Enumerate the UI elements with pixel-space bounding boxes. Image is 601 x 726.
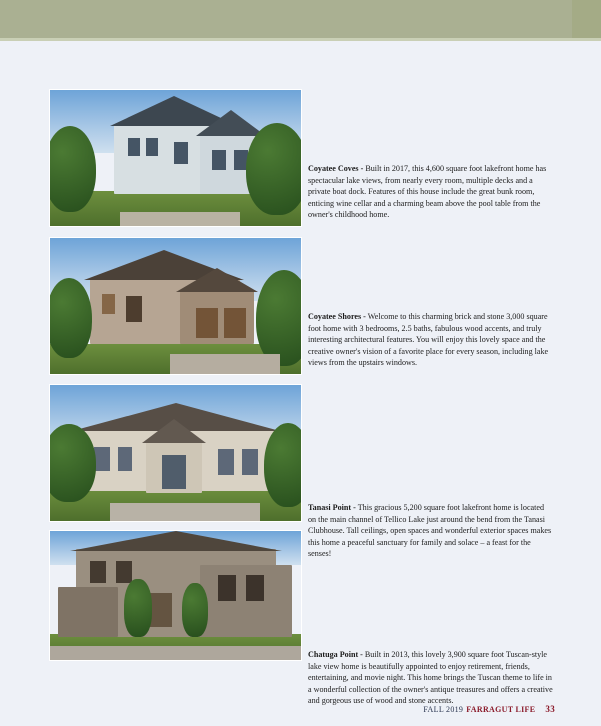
listing-title: Chatuga Point - bbox=[308, 650, 363, 659]
listing-title: Coyatee Shores - bbox=[308, 312, 366, 321]
page-content bbox=[0, 41, 601, 726]
listing-caption bbox=[308, 163, 553, 221]
listing-photo-tanasi-point bbox=[49, 384, 302, 522]
page-footer bbox=[0, 704, 601, 714]
footer-issue: FALL 2019 bbox=[423, 705, 464, 714]
footer-page-number: 33 bbox=[545, 704, 555, 714]
listing-body: Built in 2017, this 4,600 square foot lakefront home has spectacular lake views, from nearly every room, multiple decks and a private boat dock. Features of this house include the great bunk room, enticing wine cellar and a charming beam above the pool table from the owner's childhood home. bbox=[308, 164, 547, 220]
header-band-inner bbox=[0, 0, 572, 38]
footer-magazine-title: FARRAGUT LIFE bbox=[466, 705, 536, 714]
listing-title: Tanasi Point - bbox=[308, 503, 356, 512]
listing-caption bbox=[308, 502, 553, 560]
listing-caption bbox=[308, 649, 553, 707]
listing-body: This gracious 5,200 square foot lakefront home is located on the main channel of Tellico Lake just around the bend from the Tanasi Clubhouse. Tall ceilings, open spaces and wonderful exterior spaces makes this home a peaceful sanctuary for family and solace – a feast for the senses! bbox=[308, 503, 552, 559]
listing-photo-coyatee-coves bbox=[49, 89, 302, 227]
listing-photo-chatuga-point bbox=[49, 530, 302, 661]
header-band bbox=[0, 0, 601, 38]
listing-photo-coyatee-shores bbox=[49, 237, 302, 375]
listing-title: Coyatee Coves - bbox=[308, 164, 364, 173]
listing-body: Welcome to this charming brick and stone 3,000 square foot home with 3 bedrooms, 2.5 baths, fabulous wood accents, and truly interesting architectural features. You will enjoy this lovely space and the creative owner's vision of a favorite place for every season, including lake views from the upstairs windows. bbox=[308, 312, 549, 368]
listing-body: Built in 2013, this lovely 3,900 square foot Tuscan-style lake view home is beautifully appointed to enjoy retirement, friends, entertaining, and movie night. This home brings the Tuscan theme to life in a wonderful collection of the owner's antique treasures and offers a creative and gorgeous use of wood and stone accents. bbox=[308, 650, 553, 706]
listing-caption bbox=[308, 311, 553, 369]
